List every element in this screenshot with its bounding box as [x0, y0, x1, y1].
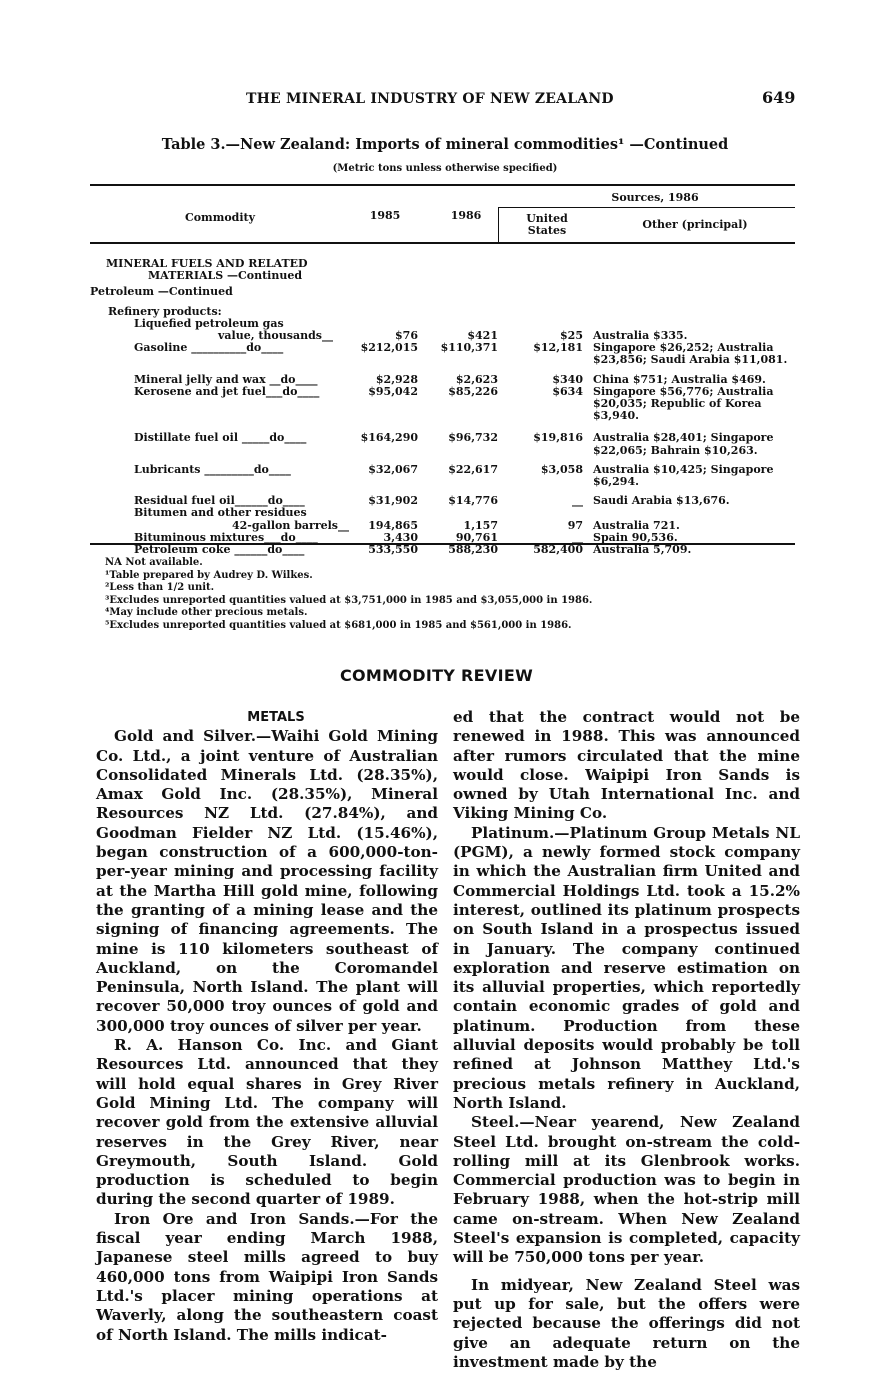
table-row	[90, 464, 802, 488]
footnote: ³Excludes unreported quantities valued at $3,751,000 in 1985 and $3,055,000 in 1986.	[105, 594, 593, 606]
table-title: Table 3.—New Zealand: Imports of mineral commodities¹ —Continued	[161, 136, 729, 153]
commodity-cell: Bituminous mixtures___do____	[134, 530, 318, 544]
table-row	[90, 507, 802, 519]
section-label: MATERIALS —Continued	[148, 269, 303, 283]
footnote: ²Less than 1/2 unit.	[105, 582, 215, 593]
header-sources: Sources, 1986	[611, 191, 699, 204]
value-us: __	[572, 494, 583, 508]
run-in-head: Platinum.—	[471, 823, 570, 842]
table-row	[90, 282, 802, 298]
paragraph-steel-sale: In midyear, New Zealand Steel was put up for sale, but the offers were rejected because the offerings did not give an adequate return on the investment made by the	[453, 1275, 800, 1371]
value-other: Australia 5,709.	[593, 543, 692, 557]
value-1985: $32,067	[368, 462, 418, 476]
commodity-cell: Lubricants _________do____	[134, 462, 291, 476]
value-1986: 1,157	[463, 518, 498, 532]
commodity-cell: 42-gallon barrels__	[232, 518, 349, 532]
text-column-right	[453, 708, 800, 1372]
value-1985: $31,902	[368, 494, 418, 508]
page-number: 649	[762, 88, 796, 107]
value-1986: $421	[467, 329, 498, 343]
value-1986: $110,371	[440, 341, 498, 355]
footnote: ⁵Excludes unreported quantities valued at $681,000 in 1985 and $561,000 in 1986.	[105, 619, 572, 631]
paragraph-platinum	[453, 824, 800, 1113]
paragraph-hanson: R. A. Hanson Co. Inc. and Giant Resources Ltd. announced that they will hold equal shares in Grey River Gold Mining Ltd. The company will recover gold from the extensive alluvial reserves in the Grey River, near Greymouth, South Island. Gold production is scheduled to begin during the second quarter of 1989.	[96, 1036, 438, 1209]
commodity-cell: Bitumen and other residues	[134, 506, 307, 520]
paragraph-text: Near yearend, New Zealand Steel Ltd. brought on-stream the cold-rolling mill at its Glenbrook works. Commercial production was to begin in February 1988, when the hot-strip mill came on-stream. When New Zealand Steel's expansion is completed, capacity will be 750,000 tons per year.	[453, 1113, 800, 1267]
table-row	[90, 318, 802, 330]
value-us: $634	[552, 384, 583, 398]
commodity-cell: Petroleum coke ______do____	[134, 543, 305, 557]
value-us: $19,816	[533, 431, 583, 445]
value-1986: $96,732	[448, 431, 498, 445]
imports-table	[90, 258, 802, 556]
value-other: Singapore $26,252; Australia $23,856; Saudi Arabia $11,081.	[593, 341, 788, 367]
section-label: Refinery products:	[108, 304, 222, 318]
header-1986: 1986	[450, 209, 482, 222]
value-1986: $14,776	[448, 494, 498, 508]
value-other: China $751; Australia $469.	[593, 372, 766, 386]
value-1985: $212,015	[360, 341, 418, 355]
commodity-cell: Gasoline __________do____	[134, 341, 284, 355]
table-row	[90, 270, 802, 282]
value-1985: 194,865	[368, 518, 418, 532]
header-united-states: United States	[526, 212, 568, 237]
value-other: Australia $335.	[593, 329, 688, 343]
value-us: 97	[567, 518, 583, 532]
value-us: $25	[560, 329, 583, 343]
value-us: __	[572, 530, 583, 544]
value-other: Singapore $56,776; Australia $20,035; Republic of Korea $3,940.	[593, 384, 774, 423]
table-row	[90, 386, 802, 423]
paragraph-gold-silver	[96, 727, 438, 1036]
table-top-rule	[90, 184, 795, 186]
value-1986: 90,761	[455, 530, 498, 544]
table-row	[90, 306, 802, 318]
section-label: Liquefied petroleum gas	[134, 316, 284, 330]
section-label: Petroleum —Continued	[90, 285, 233, 299]
value-us: 582,400	[533, 543, 583, 557]
value-1985: 533,550	[368, 543, 418, 557]
value-us: $340	[552, 372, 583, 386]
value-1986: $85,226	[448, 384, 498, 398]
value-1985: $2,928	[375, 372, 418, 386]
section-label: MINERAL FUELS AND RELATED	[106, 257, 308, 270]
table-row	[90, 342, 802, 366]
value-1986: $2,623	[455, 372, 498, 386]
commodity-cell: Distillate fuel oil _____do____	[134, 431, 307, 445]
table-row	[90, 374, 802, 386]
value-1985: $76	[395, 329, 418, 343]
paragraph-iron	[96, 1210, 438, 1345]
commodity-cell: Kerosene and jet fuel___do____	[134, 384, 320, 398]
paragraph-text: Waihi Gold Mining Co. Ltd., a joint venture of Australian Consolidated Minerals Ltd. (28.35%), Amax Gold Inc. (28.35%), Mineral Resources NZ Ltd. (27.84%), and Goodman Fielder NZ Ltd. (15.46%), began construction of a 600,000-ton-per-year mining and processing facility at the Martha Hill gold mine, following the granting of a mining lease and the signing of financing agreements. The mine is 110 kilometers southeast of Auckland, on the Coromandel Peninsula, North Island. The plant will recover 50,000 troy ounces of gold and 300,000 troy ounces of silver per year.	[96, 727, 438, 1035]
run-in-head: Steel.—	[471, 1113, 535, 1132]
commodity-cell: Residual fuel oil______do____	[134, 494, 305, 508]
value-1985: 3,430	[383, 530, 418, 544]
header-other: Other (principal)	[642, 218, 748, 231]
header-1985: 1985	[369, 209, 401, 222]
value-other: Australia 721.	[593, 518, 680, 532]
metals-heading: METALS	[247, 710, 305, 725]
run-in-head: Gold and Silver.—	[114, 727, 272, 746]
value-1985: $95,042	[368, 384, 418, 398]
running-head: THE MINERAL INDUSTRY OF NEW ZEALAND	[246, 91, 614, 107]
footnote: ¹Table prepared by Audrey D. Wilkes.	[105, 569, 313, 581]
value-us: $12,181	[533, 341, 583, 355]
value-1985: $164,290	[360, 431, 418, 445]
commodity-cell: Mineral jelly and wax __do____	[134, 372, 318, 386]
value-1986: $22,617	[448, 462, 498, 476]
commodity-cell: value, thousands__	[218, 329, 333, 343]
table-footnotes	[105, 557, 805, 632]
table-row	[90, 544, 802, 556]
text-column-left	[96, 708, 438, 1345]
section-title: COMMODITY REVIEW	[339, 666, 534, 685]
header-commodity: Commodity	[184, 211, 256, 224]
run-in-head: Iron Ore and Iron Sands.—	[114, 1209, 370, 1228]
value-other: Australia $28,401; Singapore $22,065; Bahrain $10,263.	[593, 431, 774, 457]
value-1986: 588,230	[448, 543, 498, 557]
paragraph-steel	[453, 1113, 800, 1267]
sources-rule	[498, 207, 795, 208]
paragraph-text: For the fiscal year ending March 1988, Japanese steel mills agreed to buy 460,000 tons from Waipipi Iron Sands Ltd.'s placer mining operations at Waverly, along the southeastern coast of North Island. The mills indicat-	[96, 1209, 438, 1344]
value-other: Saudi Arabia $13,676.	[593, 494, 730, 508]
paragraph-text: Platinum Group Metals NL (PGM), a newly formed stock company in which the Australian firm United and Commercial Holdings Ltd. took a 15.2% interest, outlined its platinum prospects on South Island in a prospectus issued in January. The company continued exploration and reserve estimation on its alluvial properties, which reportedly contain economic grades of gold and platinum. Production from these alluvial deposits would probably be toll refined at Johnson Matthey Ltd.'s precious metals refinery in Auckland, North Island.	[453, 823, 800, 1112]
table-row	[90, 432, 802, 456]
us-column-divider	[498, 207, 499, 243]
value-other: Australia $10,425; Singapore $6,294.	[593, 462, 774, 489]
header-bottom-rule	[90, 242, 795, 244]
paragraph-iron-continued: ed that the contract would not be renewed in 1988. This was announced after rumors circulated that the mine would close. Waipipi Iron Sands is owned by Utah International Inc. and Viking Mining Co.	[453, 708, 800, 823]
value-other: Spain 90,536.	[593, 530, 678, 544]
table-subtitle: (Metric tons unless otherwise specified)	[332, 163, 558, 174]
value-us: $3,058	[540, 462, 583, 476]
footnote: ⁴May include other precious metals.	[105, 607, 308, 618]
footnote: NA Not available.	[105, 557, 203, 568]
